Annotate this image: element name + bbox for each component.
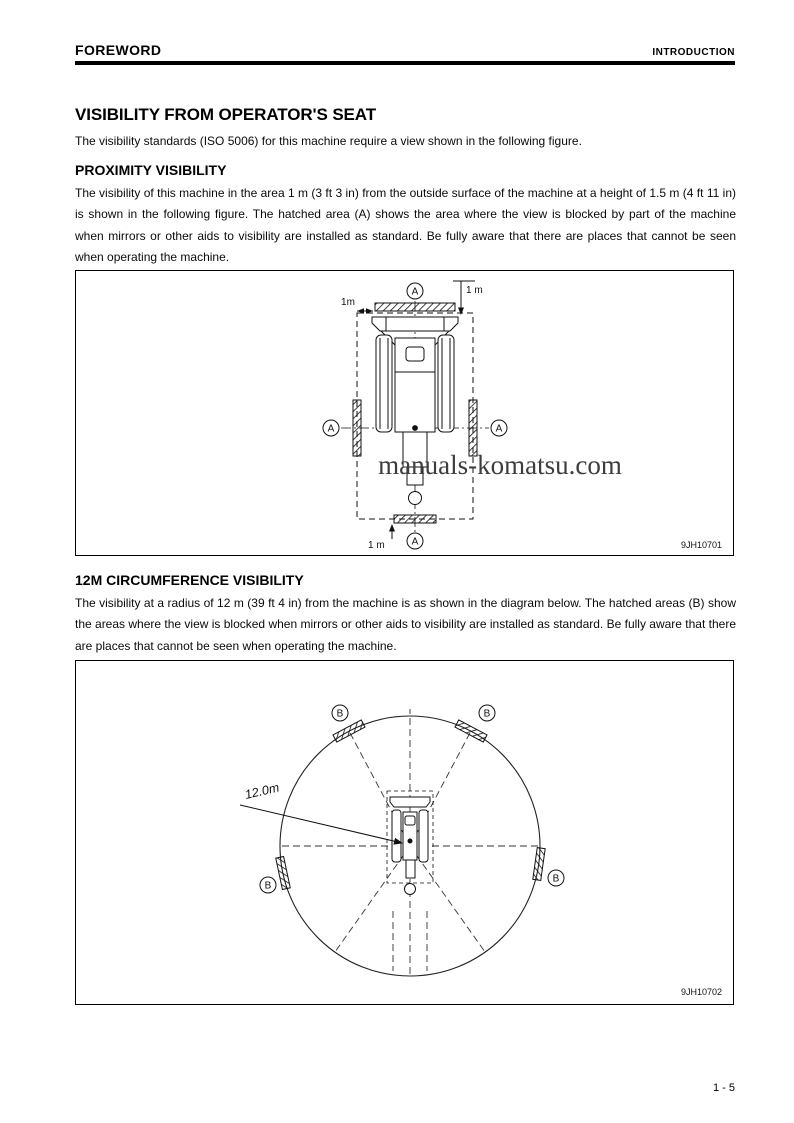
- svg-text:B: B: [336, 708, 344, 720]
- header-rule: [75, 61, 735, 65]
- radius-label: 12.0m: [243, 780, 281, 802]
- header-right-title: INTRODUCTION: [652, 47, 735, 58]
- intro-paragraph: The visibility standards (ISO 5006) for this machine require a view shown in the following figure.: [75, 134, 582, 148]
- page-number: 1 - 5: [712, 1082, 735, 1094]
- proximity-figure: [75, 270, 734, 556]
- marker-b-top-left: [332, 705, 348, 721]
- marker-a-left: [323, 420, 339, 436]
- marker-b-top-right: [479, 705, 495, 721]
- proximity-section-title: PROXIMITY VISIBILITY: [75, 162, 227, 178]
- proximity-paragraph: The visibility of this machine in the area 1 m (3 ft 3 in) from the outside surface of the machine at a height of 1.5 m (4 ft 11 in) is shown in the following figure. The hatched area (A) shows the area where the view is blocked by part of the machine when mirrors or other aids to visibility are installed as standard. Be fully aware that there are places that cannot be seen when operating the machine.: [75, 186, 736, 264]
- dim-label-bottom: 1 m: [368, 540, 385, 551]
- header-left-title: FOREWORD: [75, 42, 162, 58]
- circumference-diagram: [76, 661, 733, 1004]
- svg-text:A: A: [495, 423, 503, 435]
- marker-b-bottom-left: [260, 877, 276, 893]
- svg-text:A: A: [411, 286, 419, 298]
- circumference-section-title: 12M CIRCUMFERENCE VISIBILITY: [75, 572, 304, 588]
- page-title: VISIBILITY FROM OPERATOR'S SEAT: [75, 105, 376, 124]
- dim-label-top-right: 1 m: [466, 285, 483, 296]
- circumference-paragraph: The visibility at a radius of 12 m (39 ft 4 in) from the machine is as shown in the diagram below. The hatched areas (B) show the areas where the view is blocked when mirrors or other aids to visibility are installed as standard. Be fully aware that there are places that cannot be seen when operating the machine.: [75, 596, 736, 653]
- marker-a-top: [407, 283, 423, 299]
- svg-text:B: B: [264, 880, 272, 892]
- proximity-diagram: [76, 271, 733, 555]
- svg-text:A: A: [411, 536, 419, 548]
- radius-annotation: [240, 780, 402, 843]
- watermark-text: manuals-komatsu.com: [378, 450, 622, 480]
- svg-text:B: B: [552, 873, 560, 885]
- marker-b-right: [548, 870, 564, 886]
- machine-top-view-small: [387, 791, 433, 895]
- figure-code-1: 9JH10701: [680, 540, 722, 550]
- marker-a-right: [491, 420, 507, 436]
- marker-a-bottom: [407, 533, 423, 549]
- circumference-figure: [75, 660, 734, 1005]
- dim-label-top-left: 1m: [341, 297, 355, 308]
- figure-code-2: 9JH10702: [680, 987, 722, 997]
- svg-text:B: B: [483, 708, 491, 720]
- svg-text:A: A: [327, 423, 335, 435]
